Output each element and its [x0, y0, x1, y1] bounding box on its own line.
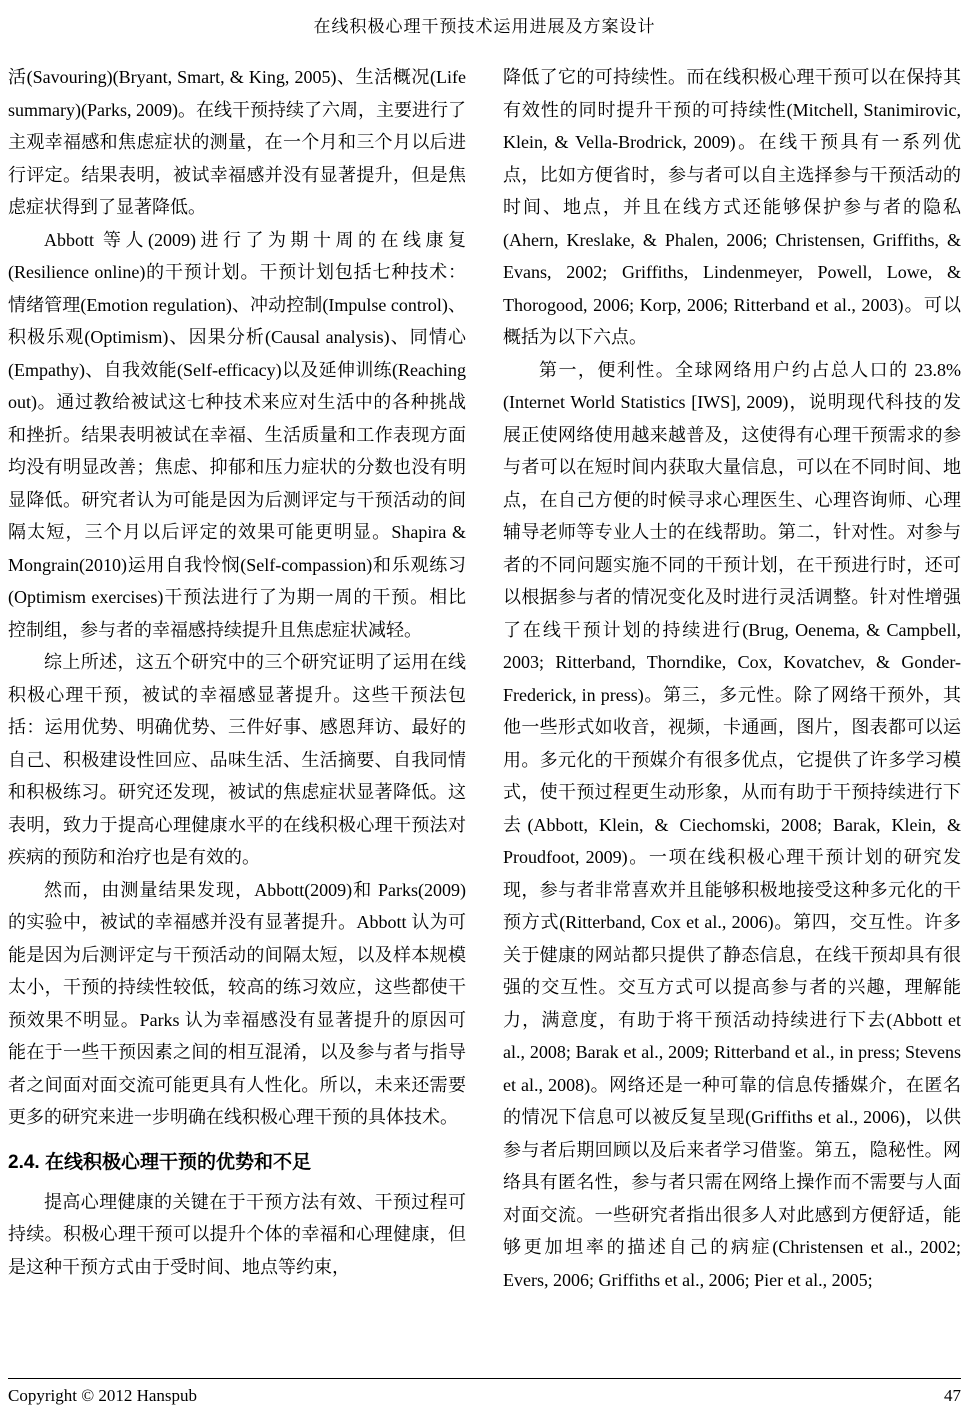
- paragraph: 降低了它的可持续性。而在线积极心理干预可以在保持其有效性的同时提升干预的可持续性(Mitchell, Stanimirovic, Klein, & Vella-Brodrick, 2009)。在线干预具有一系列优点，比如方便省时，参与者可以自主选择参与干预活动的时间、地点，并且在线方式还能够保护参与者的隐私(Ahern, Kreslake, & Phalen, 2006; Christensen, Griffiths, & Evans, 2002; Griffiths, Lindenmeyer, Powell, Lowe, & Thorogood, 2006; Korp, 2006; Ritterband et al., 2003)。可以概括为以下六点。: [503, 67, 961, 347]
- footer-divider: [8, 1378, 961, 1379]
- paragraph: Abbott 等人(2009)进行了为期十周的在线康复(Resilience online)的干预计划。干预计划包括七种技术：情绪管理(Emotion regulation)、冲动控制(Impulse control)、积极乐观(Optimism)、因果分析(Causal analysis)、同情心(Empathy)、自我效能(Self-efficacy)以及延伸训练(Reaching out)。通过教给被试这七种技术来应对生活中的各种挑战和挫折。结果表明被试在幸福、生活质量和工作表现方面均没有明显改善；焦虑、抑郁和压力症状的分数也没有明显降低。研究者认为可能是因为后测评定与干预活动的间隔太短，三个月以后评定的效果可能更明显。Shapira & Mongrain(2010)运用自我怜悯(Self-compassion)和乐观练习(Optimism exercises)干预法进行了为期一周的干预。相比控制组，参与者的幸福感持续提升且焦虑症状减轻。: [8, 229, 466, 640]
- two-column-body: [8, 61, 961, 1296]
- paragraph: 然而，由测量结果发现，Abbott(2009)和 Parks(2009)的实验中，被试的幸福感并没有显著提升。Abbott 认为可能是因为后测评定与干预活动的间隔太短，以及样本规模太小，干预的持续性较低，较高的练习效应，这些都使干预效果不明显。Parks 认为幸福感没有显著提升的原因可能在于一些干预因素之间的相互混淆，以及参与者与指导者之间面对面交流可能更具有人性化。所以，未来还需要更多的研究来进一步明确在线积极心理干预的具体技术。: [8, 879, 466, 1127]
- footer-row: [8, 1386, 961, 1406]
- running-head-title: 在线积极心理干预技术运用进展及方案设计: [313, 17, 656, 36]
- page-header: [8, 12, 961, 37]
- right-column: [503, 61, 961, 1296]
- left-column: [8, 61, 466, 1296]
- page-number: 47: [944, 1386, 961, 1405]
- copyright-text: Copyright © 2012 Hanspub: [8, 1386, 198, 1405]
- paragraph: 第一，便利性。全球网络用户约占总人口的 23.8%(Internet World Statistics [IWS], 2009)，说明现代科技的发展正使网络使用越来越普及，这使得有心理干预需求的参与者可以在短时间内获取大量信息，可以在不同时间、地点，在自己方便的时候寻求心理医生、心理咨询师、心理辅导老师等专业人士的在线帮助。第二，针对性。对参与者的不同问题实施不同的干预计划，在干预进行时，还可以根据参与者的情况变化及时进行灵活调整。针对性增强了在线干预计划的持续进行(Brug, Oenema, & Campbell, 2003; Ritterband, Thorndike, Cox, Kovatchev, & Gonder-Frederick, in press)。第三，多元性。除了网络干预外，其他一些形式如收音，视频，卡通画，图片，图表都可以运用。多元化的干预媒介有很多优点，它提供了许多学习模式，使干预过程更生动形象，从而有助于干预持续进行下去(Abbott, Klein, & Ciechomski, 2008; Barak, Klein, & Proudfoot, 2009)。一项在线积极心理干预计划的研究发现，参与者非常喜欢并且能够积极地接受这种多元化的干预方式(Ritterband, Cox et al., 2006)。第四，交互性。许多关于健康的网站都只提供了静态信息，在线干预却具有很强的交互性。交互方式可以提高参与者的兴趣，理解能力，满意度，有助于将干预活动持续进行下去(Abbott et al., 2008; Barak et al., 2009; Ritterband et al., in press; Stevens et al., 2008)。网络还是一种可靠的信息传播媒介，在匿名的情况下信息可以被反复呈现(Griffiths et al., 2006)，以供参与者后期回顾以及后来者学习借鉴。第五，隐秘性。网络具有匿名性，参与者只需在网络上操作而不需要与人面对面交流。一些研究者指出很多人对此感到方便舒适，能够更加坦率的描述自己的病症(Christensen et al., 2002; Evers, 2006; Griffiths et al., 2006; Pier et al., 2005;: [503, 359, 961, 1290]
- paragraph: 提高心理健康的关键在于干预方法有效、干预过程可持续。积极心理干预可以提升个体的幸福和心理健康，但是这种干预方式由于受时间、地点等约束，: [8, 1191, 466, 1277]
- section-heading-2-4: 2.4. 在线积极心理干预的优势和不足: [8, 1151, 311, 1173]
- paragraph: 综上所述，这五个研究中的三个研究证明了运用在线积极心理干预，被试的幸福感显著提升。这些干预法包括：运用优势、明确优势、三件好事、感恩拜访、最好的自己、积极建设性回应、品味生活、生活摘要、自我同情和积极练习。研究还发现，被试的焦虑症状显著降低。这表明，致力于提高心理健康水平的在线积极心理干预法对疾病的预防和治疗也是有效的。: [8, 652, 466, 867]
- page-footer: [8, 1378, 961, 1406]
- paragraph: 活(Savouring)(Bryant, Smart, & King, 2005)、生活概况(Life summary)(Parks, 2009)。在线干预持续了六周，主要进行了主观幸福感和焦虑症状的测量，在一个月和三个月以后进行评定。结果表明，被试幸福感并没有显著提升，但是焦虑症状得到了显著降低。: [8, 67, 466, 217]
